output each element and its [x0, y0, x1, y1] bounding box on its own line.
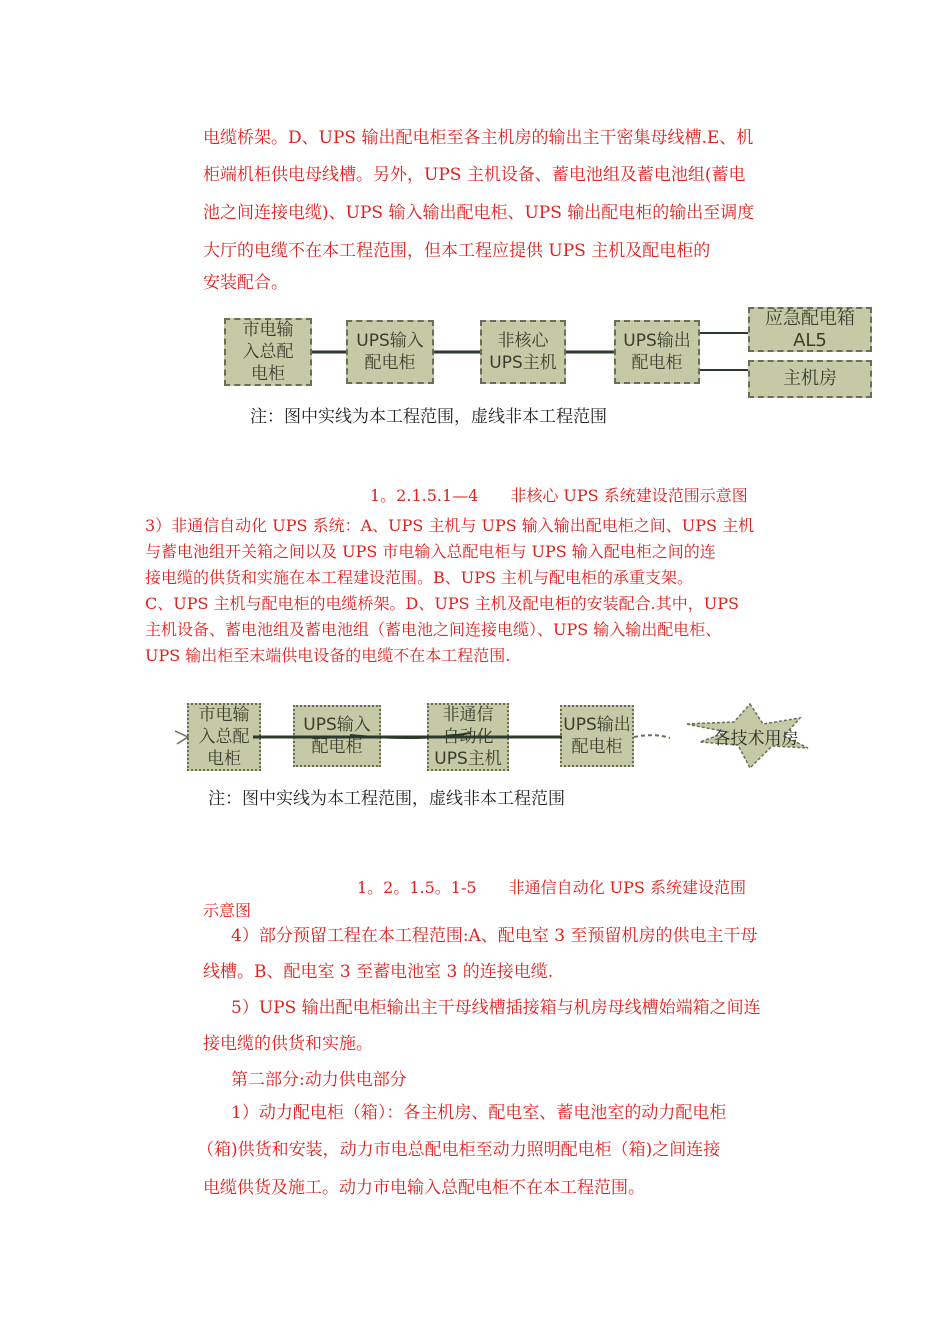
- box-mains-input-panel: 市电输 入总配 电柜: [224, 318, 312, 386]
- box-ups-input-panel: UPS输入 配电柜: [346, 320, 434, 384]
- para3-section-heading: 第二部分:动力供电部分: [231, 1070, 407, 1090]
- para2-line-4: C、UPS 主机与配电柜的电缆桥架。D、UPS 主机及配电柜的安装配合.其中，UPS: [145, 594, 739, 613]
- diagram2-note: 注：图中实线为本工程范围，虚线非本工程范围: [208, 789, 565, 809]
- diagram1-note: 注：图中实线为本工程范围，虚线非本工程范围: [250, 407, 607, 427]
- para3-line-6: 1）动力配电柜（箱）：各主机房、配电室、蓄电池室的动力配电柜: [231, 1103, 727, 1123]
- para2-line-1: 3）非通信自动化 UPS 系统：A、UPS 主机与 UPS 输入输出配电柜之间、UPS 主机: [145, 516, 755, 535]
- box-noncore-ups-host: 非核心 UPS主机: [480, 320, 566, 384]
- para1-line-5: 安装配合。: [203, 273, 288, 293]
- box2-ups-output-panel: UPS输出 配电柜: [560, 705, 634, 767]
- para2-line-2: 与蓄电池组开关箱之间以及 UPS 市电输入总配电柜与 UPS 输入配电柜之间的连: [145, 542, 716, 561]
- star-technical-rooms: 各技术用房: [713, 729, 799, 749]
- box-server-room: 主机房: [748, 360, 872, 398]
- para1-line-1: 电缆桥架。D、UPS 输出配电柜至各主机房的输出主干密集母线槽.E、机: [203, 128, 754, 148]
- para2-line-3: 接电缆的供货和实施在本工程建设范围。B、UPS 主机与配电柜的承重支架。: [145, 568, 694, 587]
- para3-line-8: 电缆供货及施工。动力市电输入总配电柜不在本工程范围。: [203, 1178, 645, 1198]
- box-ups-output-panel: UPS输出 配电柜: [614, 320, 700, 384]
- para3-line-2: 线槽。B、配电室 3 至蓄电池室 3 的连接电缆.: [203, 962, 554, 982]
- para3-line-7: （箱)供货和安装，动力市电总配电柜至动力照明配电柜（箱)之间连接: [197, 1140, 721, 1160]
- box2-ups-input-panel: UPS输入 配电柜: [293, 705, 381, 767]
- para1-line-4: 大厅的电缆不在本工程范围，但本工程应提供 UPS 主机及配电柜的: [203, 241, 711, 261]
- para1-line-3: 池之间连接电缆)、UPS 输入输出配电柜、UPS 输出配电柜的输出至调度: [203, 203, 755, 223]
- para2-line-5: 主机设备、蓄电池组及蓄电池组（蓄电池之间连接电缆）、UPS 输入输出配电柜、: [145, 620, 722, 639]
- para3-line-4: 接电缆的供货和实施。: [203, 1034, 373, 1054]
- caption-figure-1-2-1-5-1-4: 1。2.1.5.1—4 非核心 UPS 系统建设范围示意图: [370, 486, 748, 505]
- caption-figure-continuation: 示意图: [203, 901, 252, 920]
- box2-non-comm-ups-host: 非通信 自动化 UPS主机: [427, 703, 509, 771]
- caption-figure-1-2-1-5-1-5: 1。2。1.5。1-5 非通信自动化 UPS 系统建设范围: [357, 878, 746, 897]
- para3-line-1: 4）部分预留工程在本工程范围:A、配电室 3 至预留机房的供电主干母: [231, 926, 758, 946]
- para2-line-6: UPS 输出柜至末端供电设备的电缆不在本工程范围.: [145, 646, 511, 665]
- para3-line-3: 5）UPS 输出配电柜输出主干母线槽插接箱与机房母线槽始端箱之间连: [231, 998, 761, 1018]
- box2-mains-input-panel: 市电输 入总配 电柜: [187, 703, 261, 771]
- box-emergency-panel-al5: 应急配电箱 AL5: [748, 307, 872, 352]
- para1-line-2: 柜端机柜供电母线槽。另外，UPS 主机设备、蓄电池组及蓄电池组(蓄电: [203, 165, 746, 185]
